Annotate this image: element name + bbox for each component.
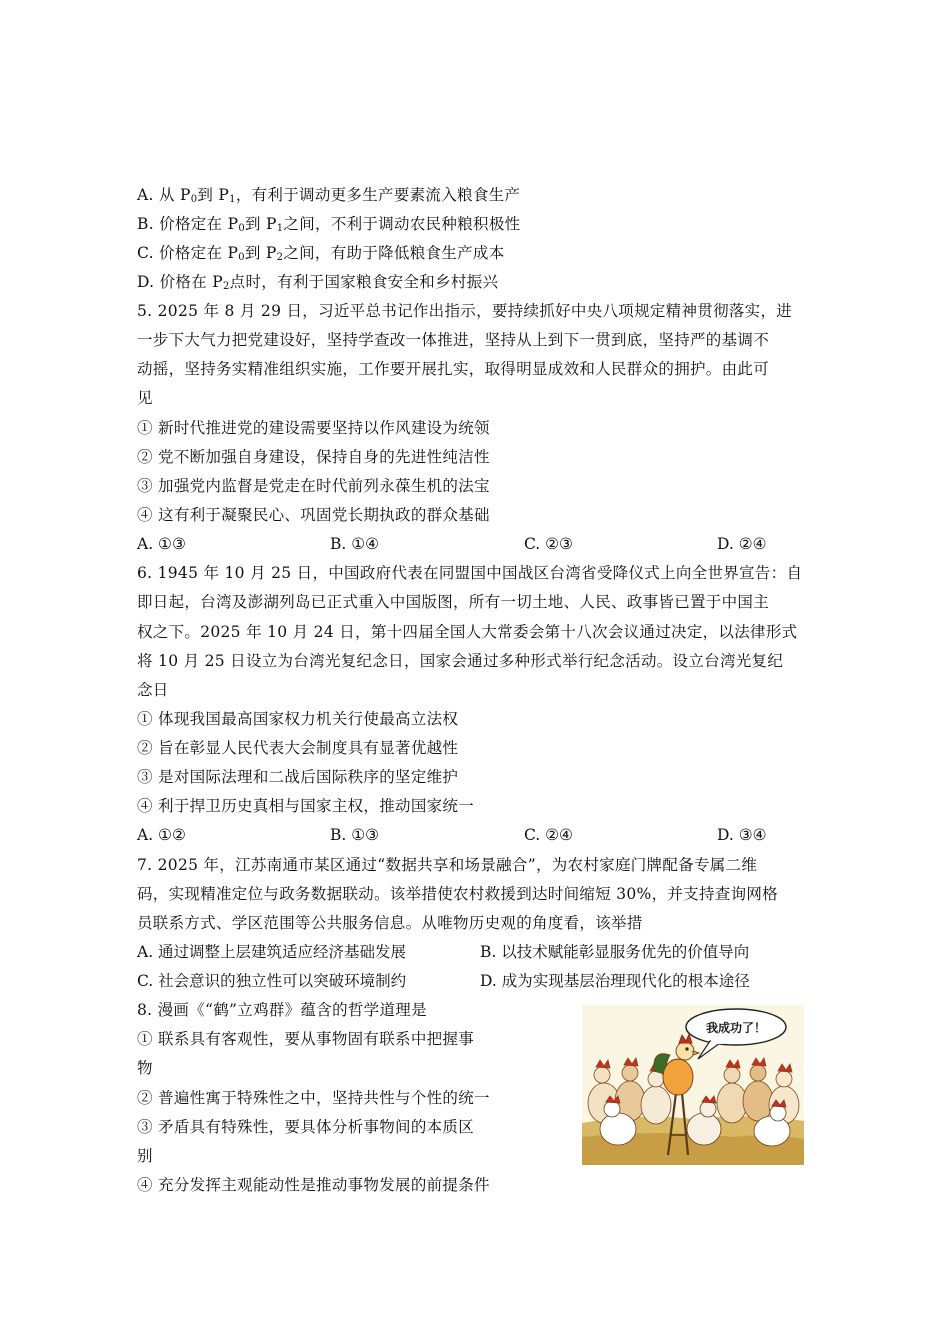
q8-item: ① 联系具有客观性，要从事物固有联系中把握事 (137, 1030, 475, 1048)
q6-stem-line: 6. 1945 年 10 月 25 日，中国政府代表在同盟国中国战区台湾省受降仪式上向全世界宣告：自 (137, 564, 803, 582)
q5-stem-line: 见 (137, 389, 153, 407)
q7-choice-c: C. 社会意识的独立性可以突破环境制约 (137, 972, 407, 990)
q5-item: ④ 这有利于凝聚民心、巩固党长期执政的群众基础 (137, 506, 490, 524)
q6-stem-line: 将 10 月 25 日设立为台湾光复纪念日，国家会通过多种形式举行纪念活动。设立台湾光复纪 (137, 652, 784, 670)
q4-option-a: A. 从 $P_0$到 $P_1$，有利于调动更多生产要素流入粮食生产 (137, 186, 521, 205)
q7-stem-line: 码，实现精准定位与政务数据联动。该举措使农村救援到达时间缩短 30%，并支持查询网格 (137, 885, 778, 903)
cartoon-speech-bubble: 我成功了！ (705, 1021, 767, 1035)
q4-option-b: B. 价格定在 $P_0$到 $P_1$之间，不利于调动农民种粮积极性 (137, 215, 521, 234)
q6-item: ③ 是对国际法理和二战后国际秩序的坚定维护 (137, 768, 459, 786)
q7-stem-line: 7. 2025 年，江苏南通市某区通过“数据共享和场景融合”，为农村家庭门牌配备专属二维 (137, 856, 758, 874)
q5-choice-d: D. ②④ (717, 535, 767, 553)
q6-stem-line: 念日 (137, 681, 169, 699)
q8-item: 别 (137, 1147, 153, 1165)
q5-choice-a: A. ①③ (137, 535, 186, 553)
q7-stem-line: 员联系方式、学区范围等公共服务信息。从唯物历史观的角度看，该举措 (137, 914, 643, 932)
q6-item: ① 体现我国最高国家权力机关行使最高立法权 (137, 710, 459, 728)
q4-option-c: C. 价格定在 $P_0$到 $P_2$之间，有助于降低粮食生产成本 (137, 244, 505, 263)
q5-stem-line: 动摇，坚持务实精准组织实施，工作要开展扎实，取得明显成效和人民群众的拥护。由此可 (137, 360, 770, 378)
q6-choice-d: D. ③④ (717, 826, 767, 844)
q6-choice-a: A. ①② (137, 826, 186, 844)
q6-choice-b: B. ①③ (330, 826, 380, 844)
q4-option-d: D. 价格在 $P_2$点时，有利于国家粮食安全和乡村振兴 (137, 273, 499, 292)
q8-item: ④ 充分发挥主观能动性是推动事物发展的前提条件 (137, 1176, 490, 1194)
q5-item: ③ 加强党内监督是党走在时代前列永葆生机的法宝 (137, 477, 490, 495)
q7-choice-b: B. 以技术赋能彰显服务优先的价值导向 (480, 943, 750, 961)
q8-stem: 8. 漫画《“鹤”立鸡群》蕴含的哲学道理是 (137, 1001, 427, 1019)
q6-item: ④ 利于捍卫历史真相与国家主权，推动国家统一 (137, 797, 475, 815)
q6-stem-line: 权之下。2025 年 10 月 24 日，第十四届全国人大常委会第十八次会议通过决定，以法律形式 (137, 623, 798, 641)
q5-choice-b: B. ①④ (330, 535, 380, 553)
q7-choice-d: D. 成为实现基层治理现代化的根本途径 (480, 972, 750, 990)
q6-choice-c: C. ②④ (524, 826, 573, 844)
q8-item: 物 (137, 1059, 153, 1077)
q6-item: ② 旨在彰显人民代表大会制度具有显著优越性 (137, 739, 459, 757)
q7-choice-a: A. 通过调整上层建筑适应经济基础发展 (137, 943, 407, 961)
q5-item: ① 新时代推进党的建设需要坚持以作风建设为统领 (137, 419, 490, 437)
q5-item: ② 党不断加强自身建设，保持自身的先进性纯洁性 (137, 448, 490, 466)
q8-item: ③ 矛盾具有特殊性，要具体分析事物间的本质区 (137, 1118, 475, 1136)
q6-stem-line: 即日起，台湾及澎湖列岛已正式重入中国版图，所有一切土地、人民、政事皆已置于中国主 (137, 593, 770, 611)
q5-choice-c: C. ②③ (524, 535, 573, 553)
q8-item: ② 普遍性寓于特殊性之中，坚持共性与个性的统一 (137, 1089, 490, 1107)
q5-stem-line: 5. 2025 年 8 月 29 日，习近平总书记作出指示，要持续抓好中央八项规定精神贯彻落实，进 (137, 302, 793, 320)
q5-stem-line: 一步下大气力把党建设好，坚持学查改一体推进，坚持从上到下一贯到底，坚持严的基调不 (137, 331, 770, 349)
cartoon-crane-among-chickens (582, 1005, 804, 1165)
